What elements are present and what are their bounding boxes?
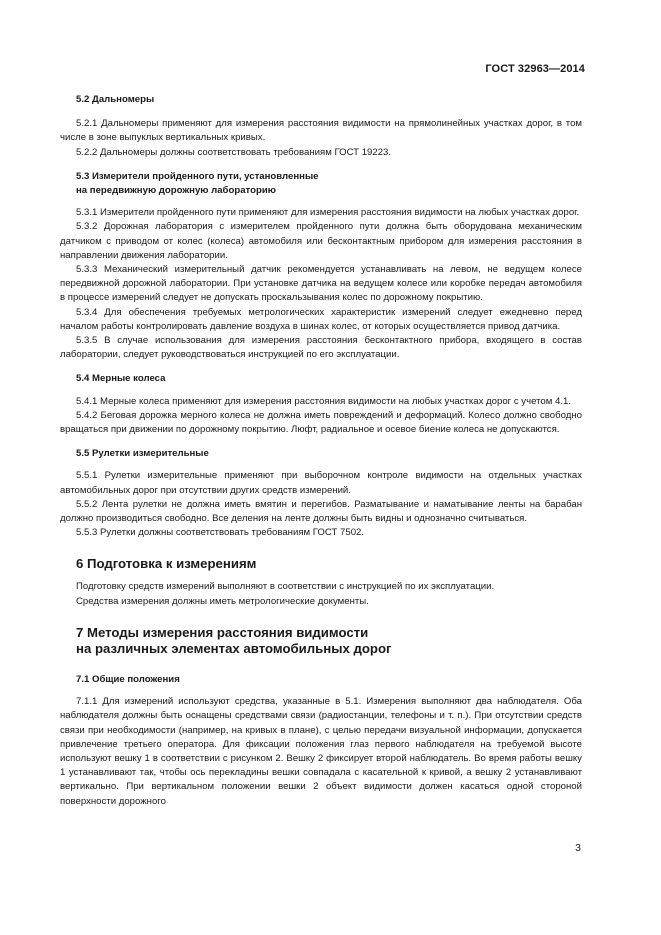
paragraph-6-2: Средства измерения должны иметь метрологические документы. [76,595,369,607]
paragraph-5-5-1: 5.5.1 Рулетки измерительные применяют при выборочном контроле видимости на отдельных участках автомобильных дорог при отсутствии других средств измерений. [60,470,582,496]
paragraph-5-3-2: 5.3.2 Дорожная лаборатория с измерителем пройденного пути должна быть оборудована механическим датчиком с приводом от колес (колеса) автомобиля или бесконтактным прибором для измерения расстояния в направлении движения лаборатории. [60,221,582,261]
paragraph-5-5-2: 5.5.2 Лента рулетки не должна иметь вмятин и перегибов. Разматывание и наматывание ленты на барабан должно производиться свободно. Все деления на ленте должны быть видны и однозначно считываться. [60,498,582,525]
heading-6: 6 Подготовка к измерениям [76,556,257,572]
paragraph-5-3-4: 5.3.4 Для обеспечения требуемых метрологических характеристик измерений следует ежедневно перед началом работы контролировать давление воздуха в шинах колес, от которых осуществляется привод датчика. [60,306,582,332]
paragraph-5-2-2: 5.2.2 Дальномеры должны соответствовать требованиям ГОСТ 19223. [76,146,392,158]
heading-7-line2: на различных элементах автомобильных дорог [76,640,392,656]
paragraph-6-1: Подготовку средств измерений выполняют в соответствии с инструкцией по их эксплуатации. [76,581,495,593]
paragraph-5-4-2: 5.4.2 Беговая дорожка мерного колеса не должна иметь повреждений и деформаций. Колесо должно свободно вращаться при движении по дорожному покрытию. Люфт, радиальное и осевое биение колеса не допускаются. [60,409,582,436]
heading-7-line1: 7 Методы измерения расстояния видимости [76,624,369,640]
paragraph-7-1-1: 7.1.1 Для измерений используют средства, указанные в 5.1. Измерения выполняют два наблюдателя. Оба наблюдателя должны быть оснащены средствами связи (радиостанции, телефоны и т. п.). При отсутствии средств связи при необходимости (например, на кривых в плане), с целью передачи визуальной информации, допускается привлечение третьего оператора. Для фиксации положения глаз первого наблюдателя на требуемой высоте используют вешку 1 в соответствии с рисунком 2. Вешку 2 фиксирует второй наблюдатель. Во время работы вешку 1 устанавливают так, чтобы ось перекладины вешки совпадала с касательной к кривой, а вешку 2 устанавливают вертикально. При вертикальном положении вешки 2 объект видимости должен касаться одной стороной поверхности дорожного [60,696,582,807]
paragraph-5-5-3: 5.5.3 Рулетки должны соответствовать требованиям ГОСТ 7502. [76,527,365,539]
heading-5-5: 5.5 Рулетки измерительные [76,448,209,460]
heading-5-3-line2: на передвижную дорожную лабораторию [76,185,276,197]
paragraph-5-3-3: 5.3.3 Механический измерительный датчик рекомендуется устанавливать на левом, не ведущем колесе передвижной дорожной лаборатории. При установке датчика на ведущем колесе или коробке передач автомобиля в процессе измерений следует не допускать проскальзывания колес по дорожному покрытию. [60,264,582,304]
paragraph-5-2-1: 5.2.1 Дальномеры применяют для измерения расстояния видимости на прямолинейных участках дорог, в том числе в зоне выпуклых вертикальных кривых. [60,118,582,144]
page-number: 3 [575,842,581,854]
heading-7-1: 7.1 Общие положения [76,673,180,685]
paragraph-5-4-1: 5.4.1 Мерные колеса применяют для измерения расстояния видимости на любых участках дорог с учетом 4.1. [76,395,571,407]
heading-5-4: 5.4 Мерные колеса [76,373,166,385]
heading-5-2: 5.2 Дальномеры [76,94,155,105]
page-body [60,93,582,809]
heading-5-3-line1: 5.3 Измерители пройденного пути, установленные [76,170,319,182]
document-number: ГОСТ 32963—2014 [485,63,585,75]
paragraph-5-3-5: 5.3.5 В случае использования для измерения расстояния бесконтактного прибора, входящего в состав лаборатории, следует руководствоваться инструкцией по его эксплуатации. [60,335,582,361]
paragraph-5-3-1: 5.3.1 Измерители пройденного пути применяют для измерения расстояния видимости на любых участках дорог. [76,207,580,219]
